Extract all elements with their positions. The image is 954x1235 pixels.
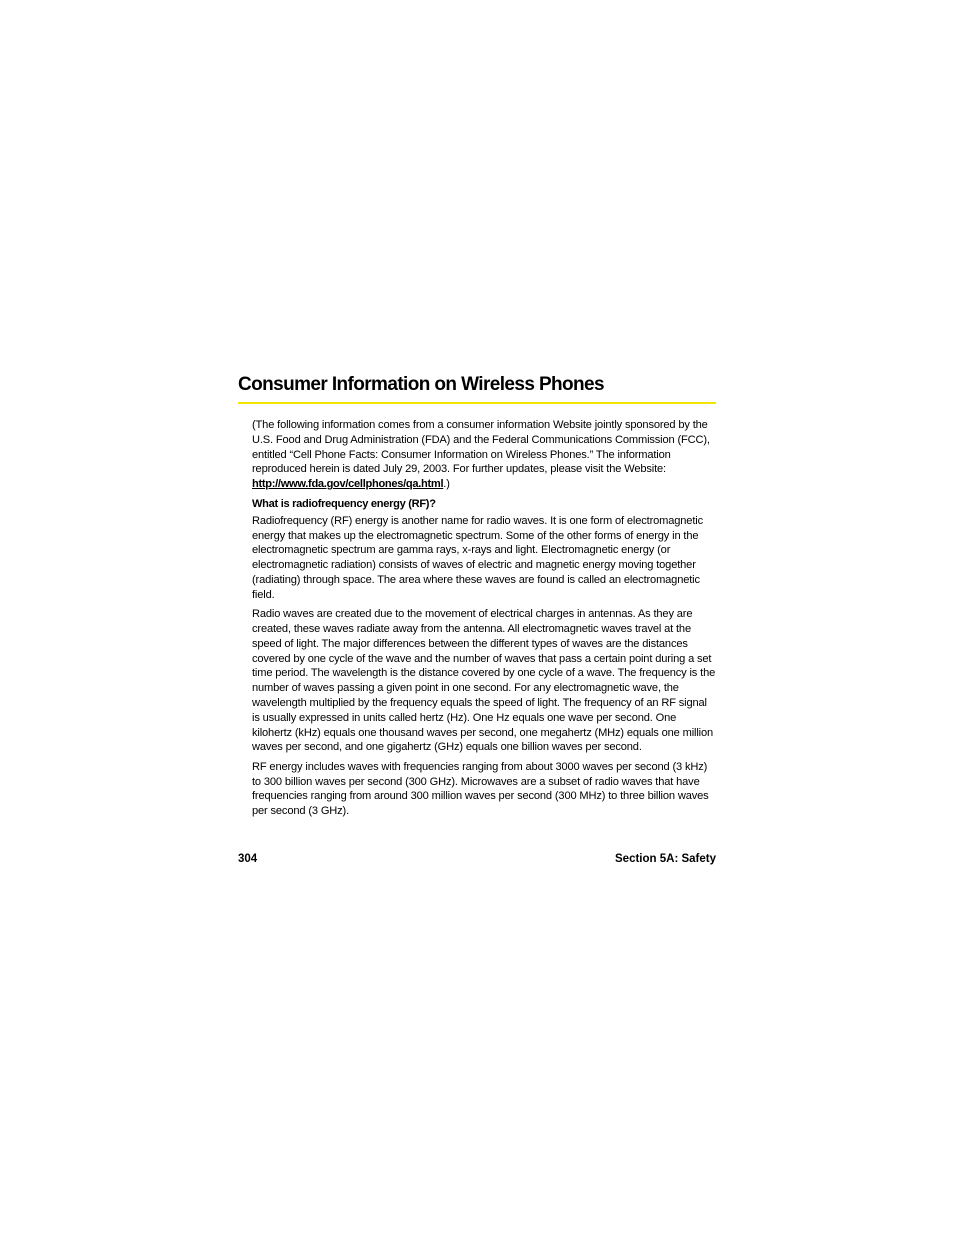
intro-text: (The following information comes from a consumer information Website jointly sponsored by the U.S. Food and Drug Administration (FDA) and the Federal Communications Commission (FCC), entitled “Cell Phone Facts: Consumer Information on Wireless Phones.” The information reproduced herein is dated July 29, 2003. For further updates, please visit the Website: (252, 419, 710, 476)
body-paragraph: Radio waves are created due to the movement of electrical charges in antennas. As they are created, these waves radiate away from the antenna. All electromagnetic waves travel at the speed of light. The major differences between the different types of waves are the distances covered by one cycle of the wave and the number of waves that pass a certain point during a set time period. The wavelength is the distance covered by one cycle of a wave. The frequency is the number of waves passing a given point in one second. For any electromagnetic wave, the wavelength multiplied by the frequency equals the speed of light. The frequency of an RF signal is usually expressed in units called hertz (Hz). One Hz equals one wave per second. One kilohertz (kHz) equals one thousand waves per second, one megahertz (MHz) equals one million waves per second, and one gigahertz (GHz) equals one billion waves per second. (252, 608, 716, 754)
page-footer (238, 851, 716, 867)
intro-text-end: .) (443, 478, 450, 491)
page-title: Consumer Information on Wireless Phones (238, 374, 604, 395)
intro-paragraph (252, 418, 716, 492)
section-label: Section 5A: Safety (615, 853, 716, 865)
page-number: 304 (238, 853, 258, 865)
section-heading: What is radiofrequency energy (RF)? (252, 497, 436, 510)
main-content (252, 418, 716, 823)
title-divider (238, 402, 716, 404)
fda-website-link[interactable]: http://www.fda.gov/cellphones/qa.html (252, 478, 444, 491)
body-paragraph: RF energy includes waves with frequencies ranging from about 3000 waves per second (3 kHz) to 300 billion waves per second (300 GHz). Microwaves are a subset of radio waves that have frequencies ranging from around 300 million waves per second (300 MHz) to three billion waves per second (3 GHz). (252, 760, 709, 818)
body-paragraph: Radiofrequency (RF) energy is another name for radio waves. It is one form of electromagnetic energy that makes up the electromagnetic spectrum. Some of the other forms of energy in the electromagnetic spectrum are gamma rays, x-rays and light. Electromagnetic energy (or electromagnetic radiation) consists of waves of electric and magnetic energy moving together (radiating) through space. The area where these waves are found is called an electromagnetic field. (252, 514, 703, 601)
